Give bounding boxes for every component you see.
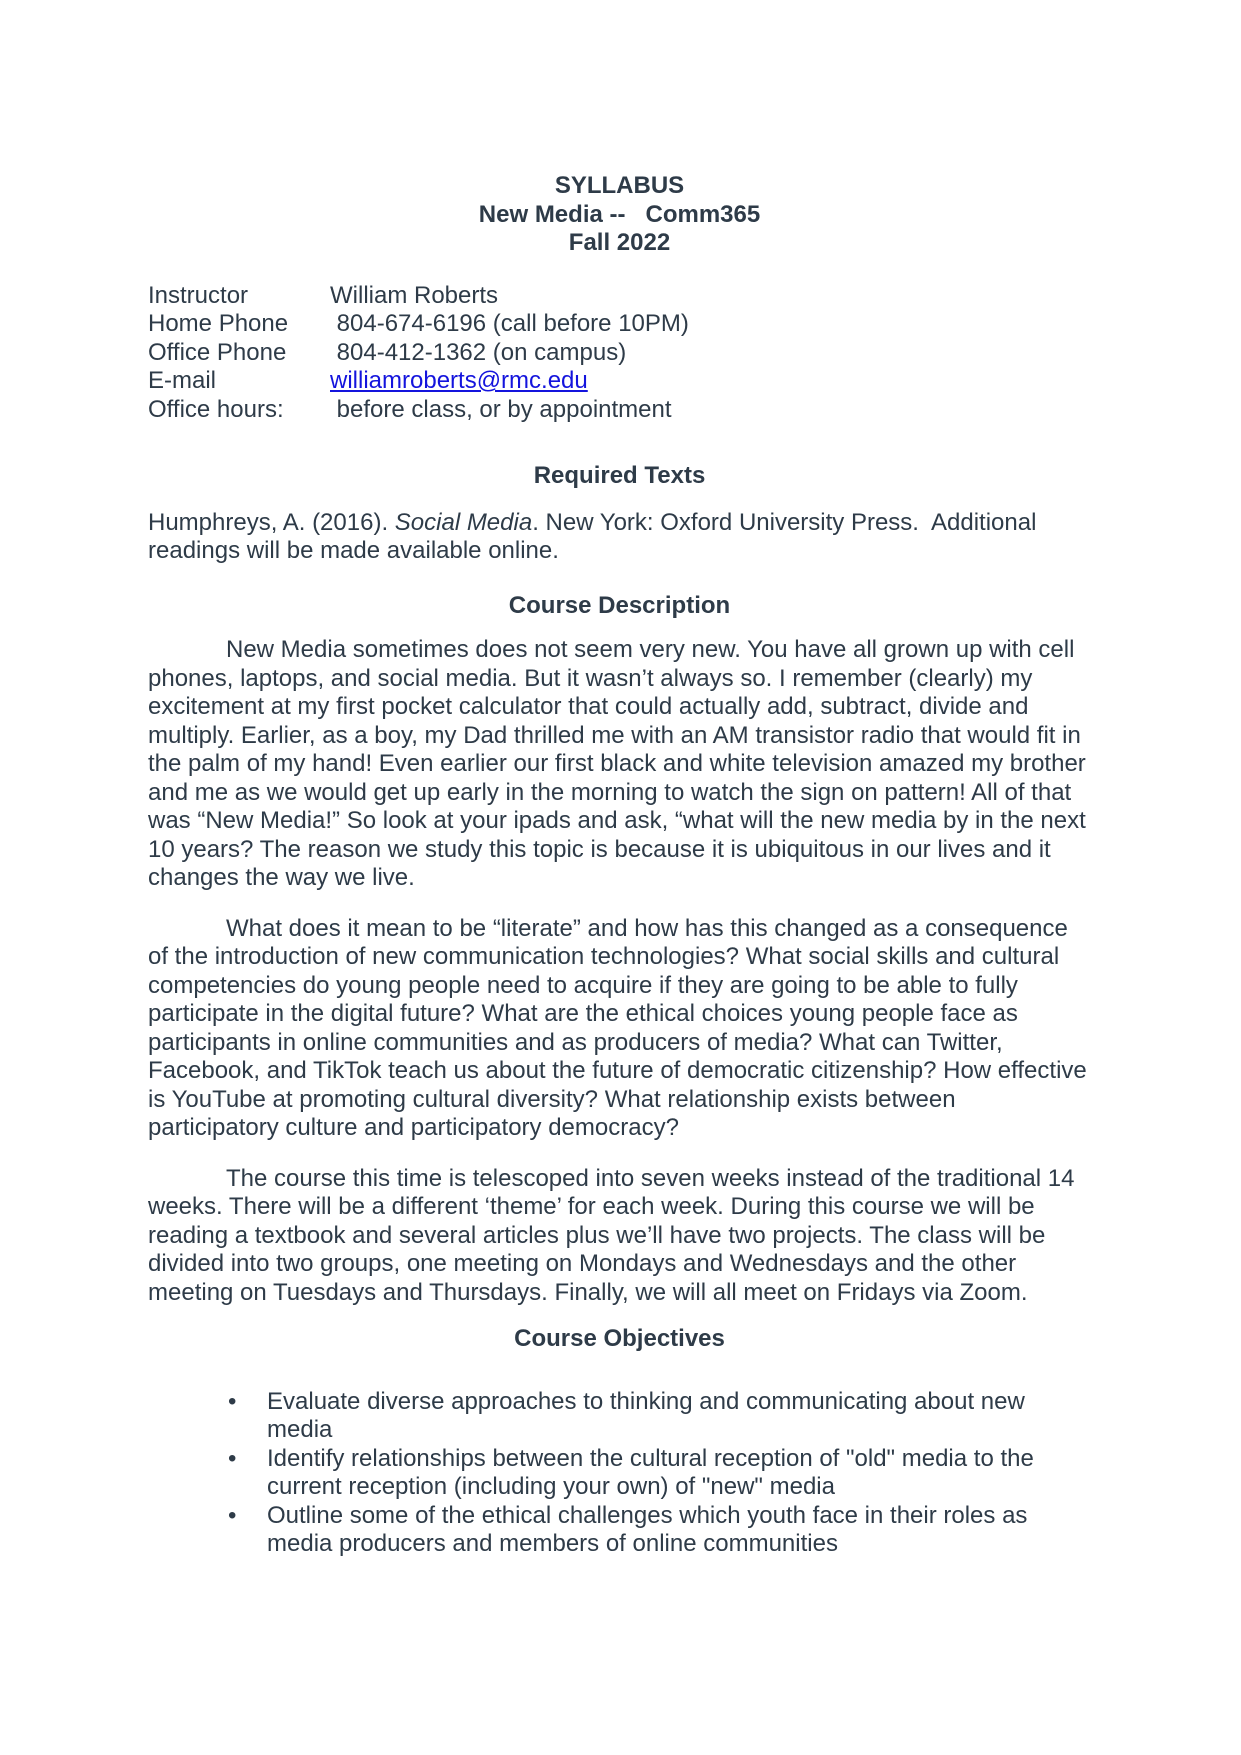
objectives-list [148, 1388, 1091, 1559]
info-label-email: E-mail [148, 367, 217, 394]
info-row-email [148, 367, 1091, 396]
info-row-instructor [148, 282, 1091, 311]
course-description-paragraph-1: New Media sometimes does not seem very new. You have all grown up with cell phones, laptops, and social media. But it wasn’t always so. I remember (clearly) my excitement at my first pocket calculator that could actually add, subtract, divide and multiply. Earlier, as a boy, my Dad thrilled me with an AM transistor radio that would fit in the palm of my hand! Even earlier our first black and white television amazed my brother and me as we would get up early in the morning to watch the sign on pattern! All of that was “New Media!” So look at your ipads and ask, “what will the new media by in the next 10 years? The reason we study this topic is because it is ubiquitous in our lives and it changes the way we live. [148, 636, 1086, 891]
course-description-heading: Course Description [508, 591, 731, 619]
objective-item-3: • Outline some of the ethical challenges which youth face in their roles as media producers and members of online communities [267, 1502, 1091, 1559]
info-row-office-hours [148, 396, 1091, 425]
course-objectives-heading: Course Objectives [514, 1325, 725, 1352]
info-label-office-phone: Office Phone [148, 338, 287, 366]
objective-item-2: • Identify relationships between the cultural reception of "old" media to the current reception (including your own) of "new" media [267, 1445, 1091, 1502]
info-value-office-hours: before class, or by appointment [330, 395, 672, 423]
objective-item-1: • Evaluate diverse approaches to thinking and communicating about new media [267, 1388, 1091, 1445]
info-label-home-phone: Home Phone [148, 310, 289, 337]
book-title-italic: Social Media [394, 508, 533, 536]
required-texts-paragraph [148, 509, 1091, 566]
email-link[interactable]: williamroberts@rmc.edu [330, 367, 588, 394]
citation-prefix: Humphreys, A. (2016). [148, 508, 395, 536]
title-block [148, 172, 1091, 258]
citation-suffix: . New York: Oxford University Press. Additional readings will be made available online. [148, 508, 1037, 564]
title-line-term: Fall 2022 [568, 229, 671, 256]
course-description-paragraph-3: The course this time is telescoped into seven weeks instead of the traditional 14 weeks. There will be a different ‘theme’ for each week. During this course we will be reading a textbook and several articles plus we’ll have two projects. The class will be divided into two groups, one meeting on Mondays and Wednesdays and the other meeting on Tuesdays and Thursdays. Finally, we will all meet on Fridays via Zoom. [148, 1164, 1075, 1306]
info-label-instructor: Instructor [148, 281, 249, 309]
info-row-office-phone [148, 339, 1091, 368]
info-value-home-phone: 804-674-6196 (call before 10PM) [330, 310, 689, 337]
info-row-home-phone [148, 310, 1091, 339]
title-line-syllabus: SYLLABUS [554, 172, 685, 199]
required-texts-heading: Required Texts [533, 462, 706, 489]
course-description-paragraph-2: What does it mean to be “literate” and how has this changed as a consequence of the introduction of new communication technologies? What social skills and cultural competencies do young people need to acquire if they are going to be able to fully participate in the digital future? What are the ethical choices young people face as participants in online communities and as producers of media? What can Twitter, Facebook, and TikTok teach us about the future of democratic citizenship? How effective is YouTube at promoting cultural diversity? What relationship exists between participatory culture and participatory democracy? [148, 914, 1087, 1141]
instructor-info-block [148, 282, 1091, 425]
info-label-office-hours: Office hours: [148, 395, 284, 423]
info-value-instructor: William Roberts [330, 281, 499, 309]
info-value-office-phone: 804-412-1362 (on campus) [330, 338, 627, 366]
title-line-course: New Media -- Comm365 [478, 200, 761, 228]
